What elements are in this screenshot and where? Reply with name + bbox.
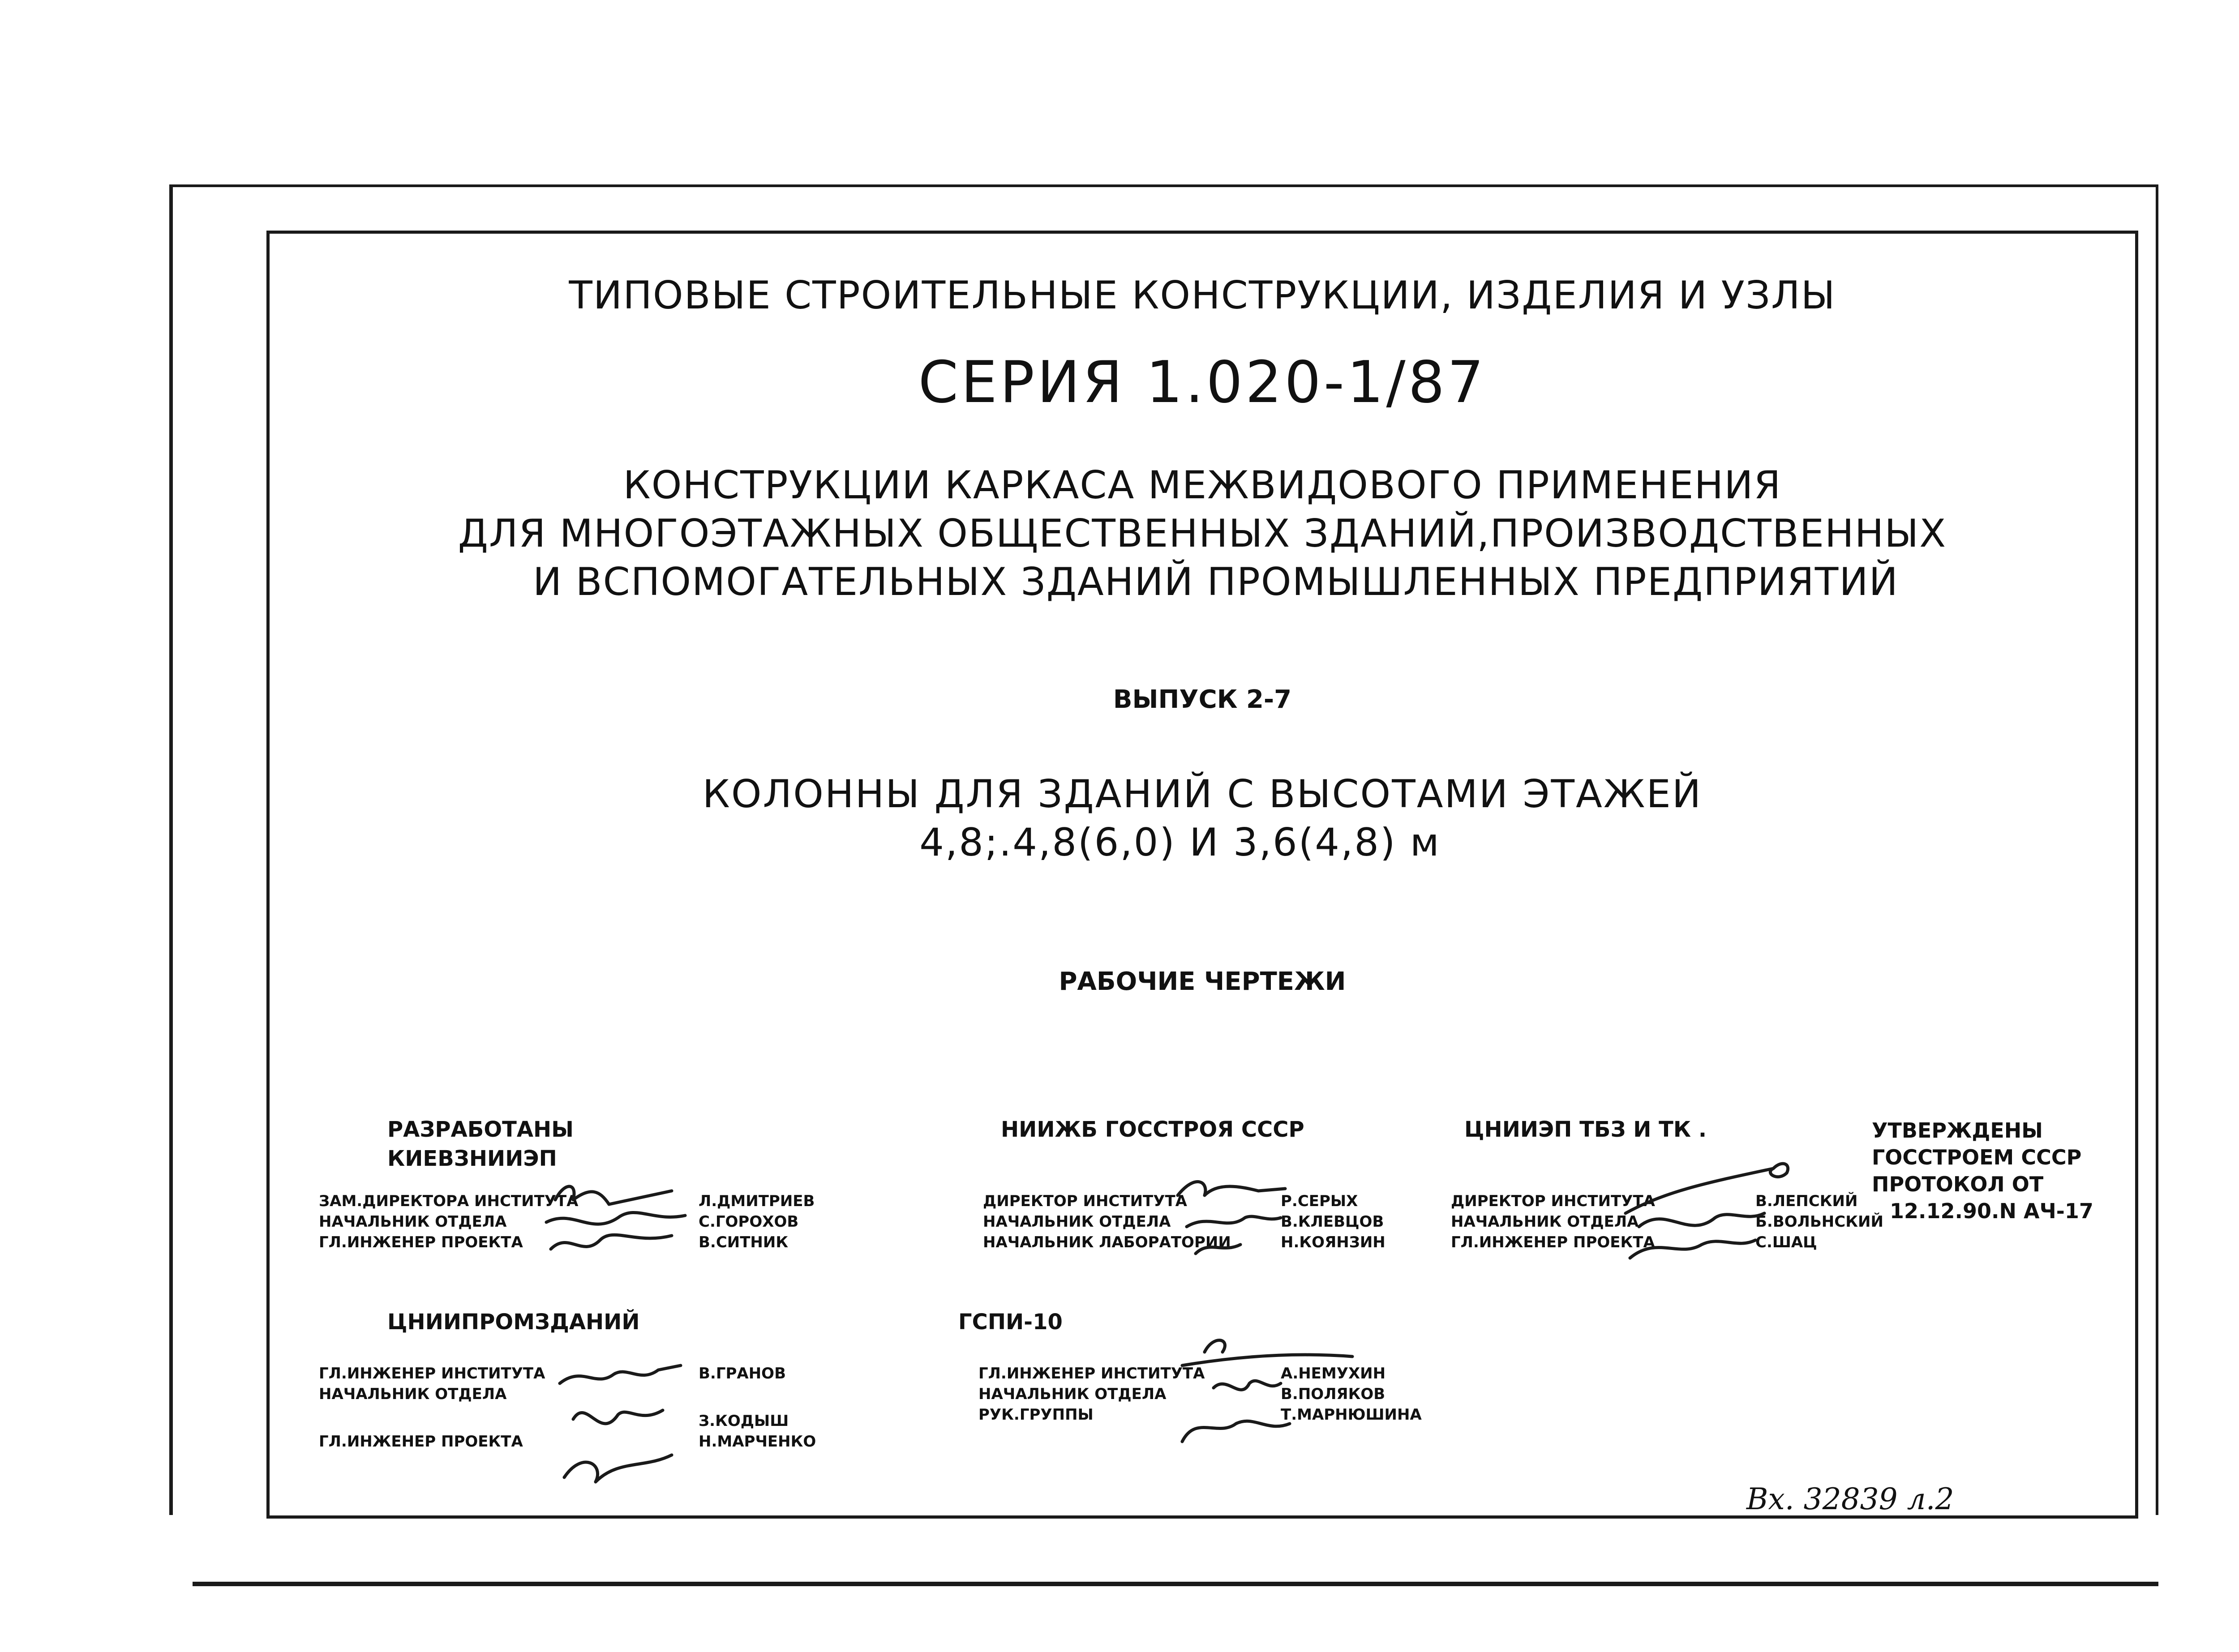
role: НАЧАЛЬНИК ОТДЕЛА	[983, 1213, 1171, 1231]
approval-date: 12.12.90.N АЧ-17	[1890, 1199, 2093, 1223]
role: ГЛ.ИНЖЕНЕР ПРОЕКТА	[319, 1433, 523, 1451]
drawing-type: РАБОЧИЕ ЧЕРТЕЖИ	[1059, 967, 1346, 996]
role: НАЧАЛЬНИК ЛАБОРАТОРИИ	[983, 1233, 1231, 1251]
name: З.КОДЫШ	[699, 1412, 789, 1430]
signature	[1612, 1151, 1800, 1267]
name-list	[699, 1191, 815, 1253]
subject-title	[266, 461, 2138, 606]
role: ГЛ.ИНЖЕНЕР ПРОЕКТА	[319, 1233, 523, 1251]
name: В.СИТНИК	[699, 1233, 789, 1251]
role: НАЧАЛЬНИК ОТДЕЛА	[978, 1385, 1167, 1403]
block-org: КИЕВЗНИИЭП	[387, 1146, 557, 1171]
name: Н.МАРЧЕНКО	[699, 1433, 816, 1451]
role-list	[319, 1363, 545, 1452]
name: Т.МАРНЮШИНА	[1281, 1406, 1422, 1424]
subject-line: ДЛЯ МНОГОЭТАЖНЫХ ОБЩЕСТВЕННЫХ ЗДАНИЙ,ПРОИЗВОДСТВЕННЫХ	[458, 511, 1947, 556]
name: Л.ДМИТРИЕВ	[699, 1192, 815, 1210]
subject-line: КОНСТРУКЦИИ КАРКАСА МЕЖВИДОВОГО ПРИМЕНЕНИЯ	[623, 463, 1782, 508]
name: В.ПОЛЯКОВ	[1281, 1385, 1385, 1403]
role: ДИРЕКТОР ИНСТИТУТА	[1451, 1192, 1655, 1210]
name: Б.ВОЛЬНСКИЙ	[1755, 1213, 1883, 1231]
name-list	[699, 1363, 816, 1452]
signature	[1169, 1164, 1294, 1263]
approval-line: ПРОТОКОЛ ОТ	[1872, 1172, 2044, 1196]
block-title: НИИЖБ ГОССТРОЯ СССР	[1001, 1117, 1304, 1142]
role: НАЧАЛЬНИК ОТДЕЛА	[319, 1385, 507, 1403]
series-title: СЕРИЯ 1.020-1/87	[918, 349, 1487, 416]
signature	[537, 1173, 694, 1263]
block-title: ГСПИ-10	[958, 1310, 1063, 1335]
inventory-number: Вх. 32839 л.2	[1746, 1482, 1954, 1516]
approval-line: УТВЕРЖДЕНЫ	[1872, 1118, 2043, 1143]
approval-line: ГОССТРОЕМ СССР	[1872, 1145, 2082, 1169]
name: Р.СЕРЫХ	[1281, 1192, 1358, 1210]
approval-block	[1872, 1117, 2093, 1224]
issue-number: ВЫПУСК 2-7	[1113, 685, 1292, 714]
name: В.ЛЕПСКИЙ	[1755, 1192, 1858, 1210]
name: С.ГОРОХОВ	[699, 1213, 799, 1231]
signature	[1146, 1325, 1370, 1459]
block-title: ЦНИИПРОМЗДАНИЙ	[387, 1310, 640, 1335]
block-title: РАЗРАБОТАНЫ	[387, 1117, 574, 1142]
role: ГЛ.ИНЖЕНЕР ИНСТИТУТА	[319, 1365, 545, 1382]
name: В.ГРАНОВ	[699, 1365, 786, 1382]
role: ГЛ.ИНЖЕНЕР ПРОЕКТА	[1451, 1233, 1655, 1251]
name: С.ШАЦ	[1755, 1233, 1817, 1251]
issue-subject-line: 4,8;.4,8(6,0) И 3,6(4,8) м	[919, 820, 1441, 865]
role: ДИРЕКТОР ИНСТИТУТА	[983, 1192, 1187, 1210]
role: НАЧАЛЬНИК ОТДЕЛА	[1451, 1213, 1639, 1231]
role: ГЛ.ИНЖЕНЕР ИНСТИТУТА	[978, 1365, 1205, 1382]
block-title: ЦНИИЭП ТБЗ И ТК .	[1464, 1117, 1707, 1142]
name: А.НЕМУХИН	[1281, 1365, 1386, 1382]
subject-line: И ВСПОМОГАТЕЛЬНЫХ ЗДАНИЙ ПРОМЫШЛЕННЫХ ПРЕДПРИЯТИЙ	[532, 560, 1899, 604]
bottom-rule	[193, 1582, 2158, 1586]
name-list	[1281, 1191, 1385, 1253]
name: Н.КОЯНЗИН	[1281, 1233, 1385, 1251]
document-category: ТИПОВЫЕ СТРОИТЕЛЬНЫЕ КОНСТРУКЦИИ, ИЗДЕЛИЯ И УЗЛЫ	[569, 273, 1836, 318]
role: ЗАМ.ДИРЕКТОРА ИНСТИТУТА	[319, 1192, 579, 1210]
issue-subject	[266, 770, 2138, 867]
issue-subject-line: КОЛОННЫ ДЛЯ ЗДАНИЙ С ВЫСОТАМИ ЭТАЖЕЙ	[702, 772, 1703, 817]
name: В.КЛЕВЦОВ	[1281, 1213, 1384, 1231]
signature	[546, 1352, 690, 1495]
role: НАЧАЛЬНИК ОТДЕЛА	[319, 1213, 507, 1231]
role: РУК.ГРУППЫ	[978, 1406, 1094, 1424]
